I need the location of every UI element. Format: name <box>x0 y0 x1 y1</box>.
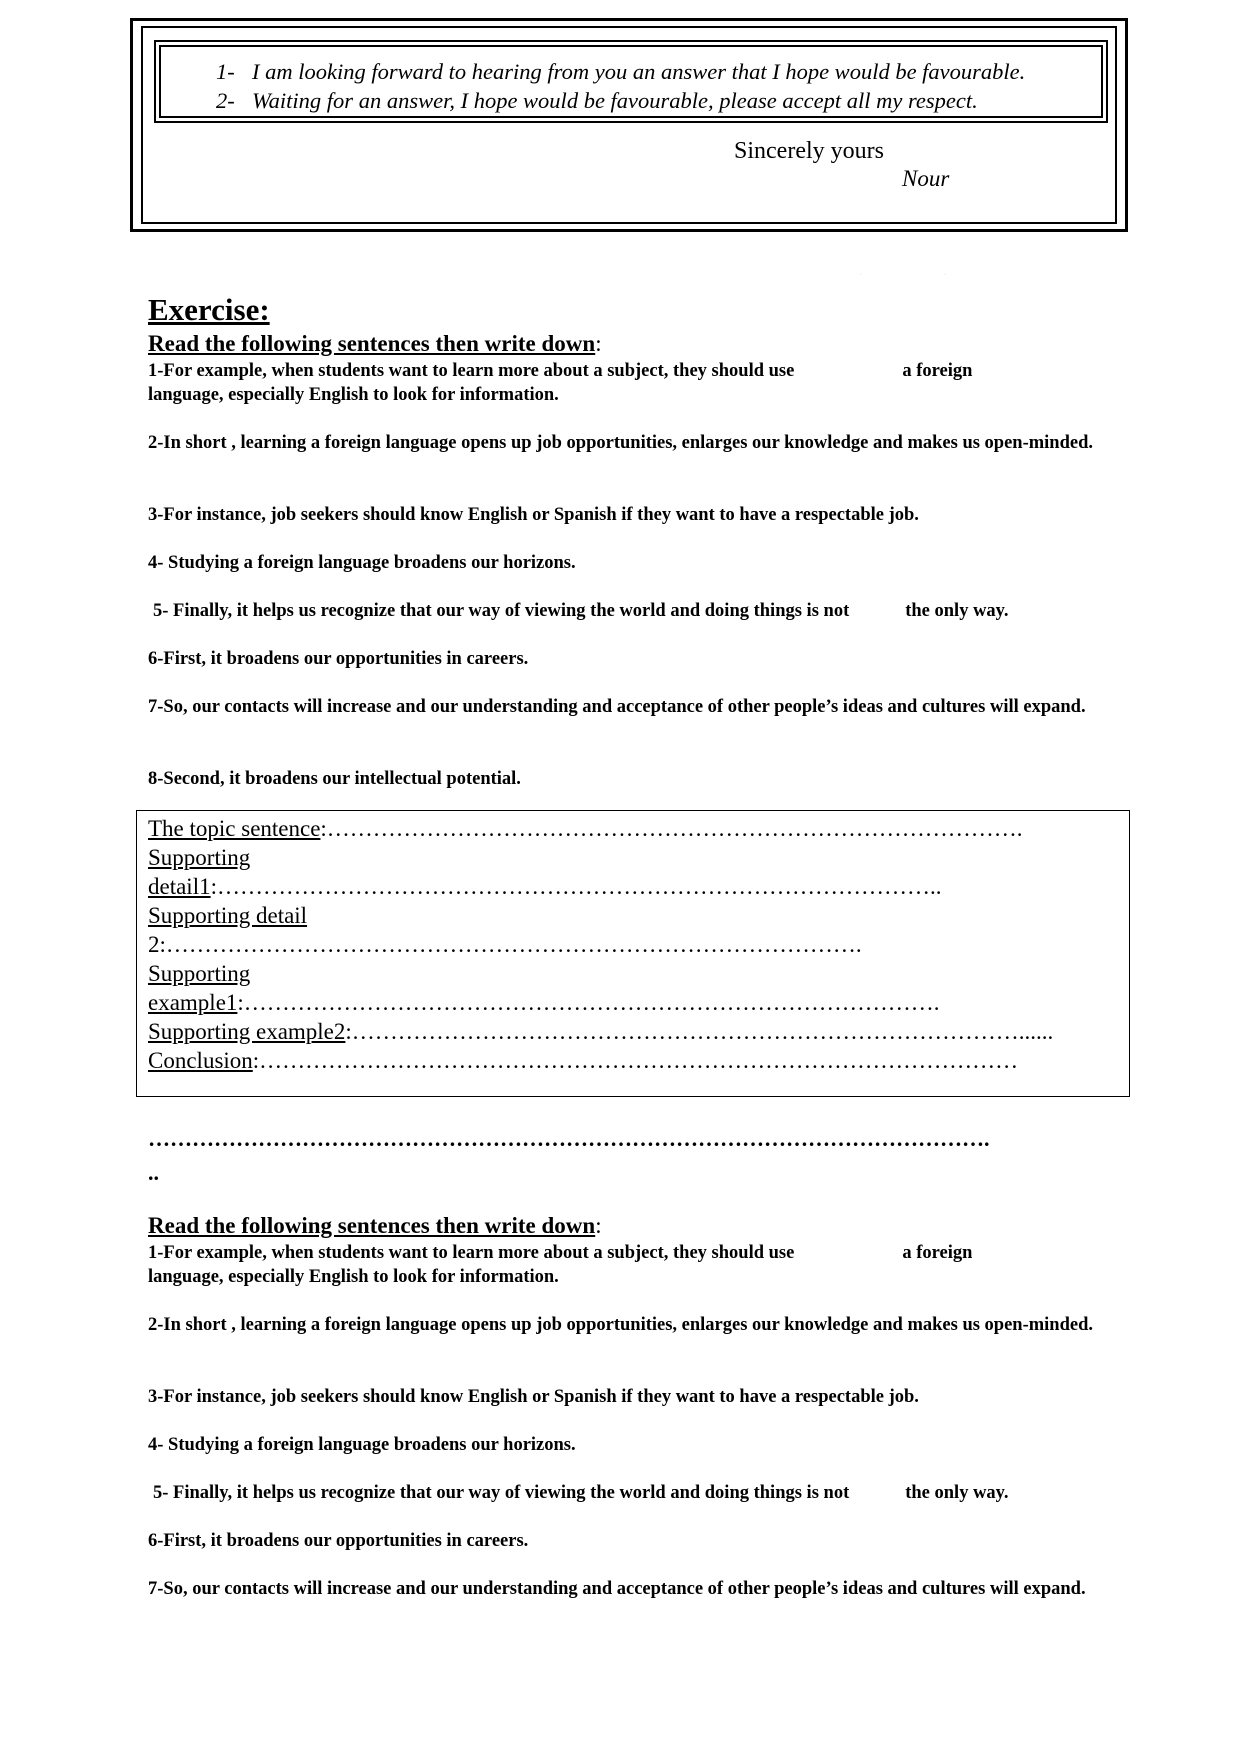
answer-label: The topic sentence <box>148 816 321 841</box>
scan-speck: · <box>860 272 862 278</box>
answer-line-example2[interactable] <box>148 1017 1053 1046</box>
exercise-instruction <box>148 331 602 357</box>
answer-line-detail2[interactable] <box>148 930 862 959</box>
answer-label: Conclusion <box>148 1048 253 1073</box>
sentence-text-rest: language, especially English to look for information. <box>148 1267 559 1287</box>
answer-box <box>136 810 1130 1097</box>
answer-line-supporting <box>148 843 250 872</box>
closing-phrase-1 <box>216 59 1025 85</box>
closing-number: 2- <box>216 88 235 113</box>
answer-line-example1[interactable] <box>148 988 940 1017</box>
answer-line-supporting-detail <box>148 901 307 930</box>
answer-label: Supporting detail <box>148 903 308 928</box>
exercise2-instruction <box>148 1213 602 1239</box>
dotted-separator: ……………………………………………………………………………………………………. <box>148 1126 990 1151</box>
answer-dots: :……………………………………………………………………………………… <box>252 1048 1019 1073</box>
scan-speck: · <box>944 272 946 278</box>
closing-text: Waiting for an answer, I hope would be favourable, please accept all my respect. <box>252 88 978 113</box>
exercise-title: Exercise: <box>148 292 270 327</box>
instruction-colon: : <box>595 331 602 356</box>
answer-label: Supporting example2 <box>148 1019 346 1044</box>
sentence-2: 2-In short , learning a foreign language opens up job opportunities, enlarges our knowledge and makes us open-minded. <box>148 433 1094 453</box>
sentence-text-after: the only way. <box>905 601 1009 621</box>
sentence-1 <box>148 359 1093 407</box>
sentence-7: 7-So, our contacts will increase and our understanding and acceptance of other people’s ideas and cultures will expand. <box>148 697 1086 717</box>
sentence-5 <box>153 1481 1098 1505</box>
instruction-text: Read the following sentences then write down <box>148 331 596 356</box>
answer-line-topic-sentence[interactable] <box>148 814 1023 843</box>
sentence-6: 6-First, it broadens our opportunities in careers. <box>148 649 529 669</box>
closing-phrase-2 <box>216 88 978 114</box>
sentence-3: 3-For instance, job seekers should know English or Spanish if they want to have a respectable job. <box>148 505 919 525</box>
sentence-5 <box>153 599 1098 623</box>
sentence-8: 8-Second, it broadens our intellectual potential. <box>148 769 521 789</box>
instruction-colon: : <box>595 1213 602 1238</box>
sentence-text-after: a foreign <box>902 361 973 381</box>
dotted-separator-end: .. <box>148 1160 159 1185</box>
sentence-1 <box>148 1241 1093 1289</box>
sentence-text-after: a foreign <box>902 1243 973 1263</box>
closing-text: I am looking forward to hearing from you an answer that I hope would be favourable. <box>252 59 1026 84</box>
answer-label: Supporting <box>148 961 251 986</box>
sentence-3: 3-For instance, job seekers should know English or Spanish if they want to have a respectable job. <box>148 1387 919 1407</box>
instruction-text: Read the following sentences then write down <box>148 1213 596 1238</box>
sentence-text: 1-For example, when students want to learn more about a subject, they should use <box>148 361 795 381</box>
answer-dots: :………………………………………………………………………………….. <box>210 874 942 899</box>
sentence-text: 5- Finally, it helps us recognize that our way of viewing the world and doing things is not <box>153 1483 850 1503</box>
answer-line-detail1[interactable] <box>148 872 941 901</box>
answer-label: Supporting <box>148 845 251 870</box>
sentence-text-after: the only way. <box>905 1483 1009 1503</box>
answer-dots: :………………………………………………………………………………. <box>237 990 940 1015</box>
answer-label: example1 <box>148 990 238 1015</box>
closing-phrases-box <box>154 40 1108 123</box>
answer-line-supporting-2 <box>148 959 250 988</box>
signature: Nour <box>902 166 950 191</box>
sentence-7: 7-So, our contacts will increase and our understanding and acceptance of other people’s ideas and cultures will expand. <box>148 1579 1086 1599</box>
sentence-text: 1-For example, when students want to learn more about a subject, they should use <box>148 1243 795 1263</box>
sentence-4: 4- Studying a foreign language broadens our horizons. <box>148 553 576 573</box>
answer-line-conclusion[interactable] <box>148 1046 1018 1075</box>
sentence-text: 5- Finally, it helps us recognize that our way of viewing the world and doing things is not <box>153 601 850 621</box>
answer-label: detail1 <box>148 874 211 899</box>
sentence-6: 6-First, it broadens our opportunities in careers. <box>148 1531 529 1551</box>
answer-dots: :……………………………………………………………………………...... <box>345 1019 1054 1044</box>
answer-dots: :………………………………………………………………………………. <box>320 816 1023 841</box>
sign-off: Sincerely yours <box>734 138 884 164</box>
letter-closing-frame <box>130 18 1128 232</box>
sentence-2: 2-In short , learning a foreign language opens up job opportunities, enlarges our knowledge and makes us open-minded. <box>148 1315 1094 1335</box>
sentence-4: 4- Studying a foreign language broadens our horizons. <box>148 1435 576 1455</box>
sentence-text-rest: language, especially English to look for information. <box>148 385 559 405</box>
answer-dots: 2:………………………………………………………………………………. <box>148 932 862 957</box>
closing-number: 1- <box>216 59 235 84</box>
